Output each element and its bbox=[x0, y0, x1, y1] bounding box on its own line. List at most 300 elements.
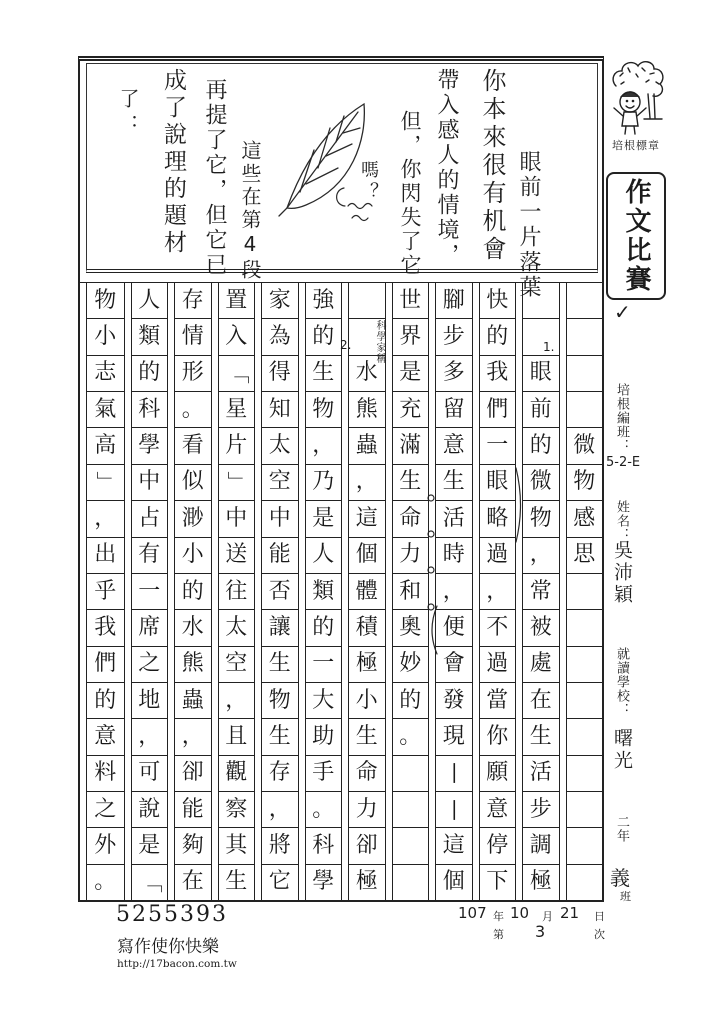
grid-cell bbox=[436, 719, 472, 755]
grid-cell bbox=[393, 719, 429, 755]
grid-gutter bbox=[168, 283, 175, 900]
grid-char: ， bbox=[312, 433, 335, 459]
grid-char: 水 bbox=[181, 614, 204, 640]
grid-cell bbox=[132, 283, 168, 319]
grid-cell bbox=[175, 319, 211, 355]
paragraph-mark: 2. bbox=[340, 338, 352, 352]
grid-cell bbox=[132, 756, 168, 792]
grid-char: 生 bbox=[355, 723, 378, 749]
grid-char: 空 bbox=[268, 469, 291, 495]
grid-cell bbox=[175, 610, 211, 646]
grid-cell bbox=[175, 428, 211, 464]
grid-char: 生 bbox=[529, 723, 552, 749]
grid-char: 你 bbox=[486, 723, 509, 749]
grid-char: 家 bbox=[268, 287, 291, 313]
date-day: 21 bbox=[560, 904, 580, 922]
grid-cell bbox=[306, 574, 342, 610]
grid-gutter bbox=[516, 283, 523, 900]
grid-cell bbox=[393, 356, 429, 392]
grid-char: 是 bbox=[399, 360, 422, 386]
grid-cell bbox=[219, 574, 255, 610]
grid-char: 為 bbox=[268, 324, 291, 350]
grid-cell bbox=[306, 428, 342, 464]
grid-cell bbox=[480, 283, 516, 319]
grid-char: 生 bbox=[312, 360, 335, 386]
teacher-comment-line: 這些在第4段 bbox=[238, 140, 262, 282]
grid-cell bbox=[393, 538, 429, 574]
grid-char: 太 bbox=[268, 433, 291, 459]
grid-cell bbox=[523, 647, 559, 683]
grid-column bbox=[254, 283, 298, 900]
grid-cell bbox=[306, 647, 342, 683]
grid-cell bbox=[306, 283, 342, 319]
grid-cell bbox=[132, 356, 168, 392]
grid-char: 中 bbox=[268, 505, 291, 531]
grid-char: 奧 bbox=[399, 614, 422, 640]
grid-column bbox=[80, 283, 124, 900]
grid-char: 學 bbox=[138, 433, 161, 459]
grid-char: 物 bbox=[268, 687, 291, 713]
grid-cell bbox=[436, 428, 472, 464]
grid-char: 有 bbox=[138, 542, 161, 568]
grid-column bbox=[298, 283, 342, 900]
grid-char: 的 bbox=[486, 324, 509, 350]
grid-char: 生 bbox=[399, 469, 422, 495]
grid-cell bbox=[219, 865, 255, 900]
grid-char: 腳 bbox=[442, 287, 465, 313]
count-prefix: 第 bbox=[493, 928, 504, 941]
grid-char: 小 bbox=[181, 542, 204, 568]
essay-grid bbox=[80, 282, 602, 900]
class-label: 培根編班： bbox=[614, 383, 629, 453]
grid-cell bbox=[393, 501, 429, 537]
grid-cell bbox=[436, 683, 472, 719]
teacher-comment-line: 成了說理的題材 bbox=[160, 68, 186, 257]
grid-cell bbox=[306, 719, 342, 755]
grid-cell bbox=[175, 719, 211, 755]
grid-cell bbox=[87, 756, 124, 792]
grid-char: 思 bbox=[573, 542, 596, 568]
grid-char: 可 bbox=[138, 760, 161, 786]
grid-char: 一 bbox=[312, 651, 335, 677]
grid-char: 人 bbox=[312, 542, 335, 568]
bacon-mascot-logo bbox=[608, 56, 668, 136]
grid-char: 太 bbox=[225, 614, 248, 640]
grid-char: 是 bbox=[138, 833, 161, 859]
grid-cell bbox=[523, 574, 559, 610]
grid-cell bbox=[436, 610, 472, 646]
grid-char: 乃 bbox=[312, 469, 335, 495]
grid-cell bbox=[262, 319, 298, 355]
grid-cell bbox=[393, 683, 429, 719]
grid-cell bbox=[436, 828, 472, 864]
grid-cell bbox=[567, 356, 603, 392]
grid-cell bbox=[175, 865, 211, 900]
grid-char: 活 bbox=[442, 505, 465, 531]
grid-cell bbox=[175, 392, 211, 428]
grid-char: 世 bbox=[399, 287, 422, 313]
grid-cell bbox=[349, 683, 385, 719]
grid-char: 席 bbox=[138, 614, 161, 640]
grid-cell bbox=[262, 683, 298, 719]
grid-char: 物 bbox=[312, 396, 335, 422]
grid-cell bbox=[262, 610, 298, 646]
grid-cell bbox=[567, 719, 603, 755]
grid-char: 極 bbox=[355, 869, 378, 895]
grid-cell bbox=[262, 574, 298, 610]
grid-cell bbox=[87, 865, 124, 900]
grid-char: — bbox=[441, 762, 467, 785]
grid-char: 下 bbox=[486, 869, 509, 895]
grid-cell bbox=[480, 465, 516, 501]
grid-char: 現 bbox=[442, 723, 465, 749]
grid-char: 乎 bbox=[94, 578, 117, 604]
grid-char: 命 bbox=[355, 760, 378, 786]
grid-cell bbox=[393, 828, 429, 864]
grid-char: 這 bbox=[355, 505, 378, 531]
date-year-unit: 年 bbox=[493, 910, 504, 923]
grid-cell bbox=[523, 501, 559, 537]
grid-cell bbox=[480, 683, 516, 719]
grid-char: 中 bbox=[138, 469, 161, 495]
grid-char: 學 bbox=[312, 869, 335, 895]
grid-cell bbox=[262, 538, 298, 574]
grid-char: 情 bbox=[181, 324, 204, 350]
grid-char: 和 bbox=[399, 578, 422, 604]
date-month-unit: 月 bbox=[542, 910, 553, 923]
teacher-comment-line: 但，你閃失了它 bbox=[398, 110, 422, 278]
grid-cell bbox=[436, 392, 472, 428]
teacher-comment-line: 再提了它，但它已 bbox=[202, 78, 227, 278]
grid-cell bbox=[523, 792, 559, 828]
grid-cell bbox=[132, 683, 168, 719]
grid-cell bbox=[567, 392, 603, 428]
grid-cell bbox=[480, 719, 516, 755]
grid-char: 願 bbox=[486, 760, 509, 786]
grid-char: 水 bbox=[355, 360, 378, 386]
grid-cell bbox=[306, 683, 342, 719]
grid-char: ， bbox=[268, 796, 291, 822]
grid-char: 夠 bbox=[181, 833, 204, 859]
grid-gutter bbox=[299, 283, 306, 900]
grid-char: 往 bbox=[225, 578, 248, 604]
grid-cell bbox=[132, 538, 168, 574]
grid-cell bbox=[219, 538, 255, 574]
grid-cell bbox=[523, 392, 559, 428]
grid-char: 是 bbox=[312, 505, 335, 531]
grid-cell bbox=[436, 647, 472, 683]
grid-char: 小 bbox=[94, 324, 117, 350]
grid-column bbox=[428, 283, 472, 900]
grid-cell bbox=[480, 865, 516, 900]
grid-cell bbox=[132, 719, 168, 755]
grid-char: 感 bbox=[573, 505, 596, 531]
grid-char: 的 bbox=[399, 687, 422, 713]
grid-char: 蟲 bbox=[355, 433, 378, 459]
grid-char: 。 bbox=[94, 869, 117, 895]
grid-char: 」 bbox=[224, 471, 250, 494]
name-label: 姓名： bbox=[614, 500, 629, 542]
grid-char: 界 bbox=[399, 324, 422, 350]
grid-char: 之 bbox=[138, 651, 161, 677]
grid-cell bbox=[132, 574, 168, 610]
grid-cell bbox=[523, 865, 559, 900]
grid-char: ， bbox=[442, 578, 465, 604]
grid-char: ， bbox=[138, 723, 161, 749]
grid-cell bbox=[523, 756, 559, 792]
grid-cell bbox=[349, 828, 385, 864]
grid-cell bbox=[393, 756, 429, 792]
grid-cell bbox=[219, 319, 255, 355]
grid-cell bbox=[349, 719, 385, 755]
grid-char: 。 bbox=[181, 396, 204, 422]
grid-cell bbox=[567, 538, 603, 574]
grid-cell bbox=[393, 428, 429, 464]
grid-gutter bbox=[80, 283, 87, 900]
grid-char: 觀 bbox=[225, 760, 248, 786]
grid-cell bbox=[393, 319, 429, 355]
grid-char: 意 bbox=[486, 796, 509, 822]
grid-char: 我 bbox=[94, 614, 117, 640]
date-month: 10 bbox=[510, 904, 530, 922]
class-value: 5-2-E bbox=[606, 455, 641, 470]
grid-cell bbox=[132, 319, 168, 355]
grid-char: 我 bbox=[486, 360, 509, 386]
grid-char: 「 bbox=[224, 362, 250, 385]
grid-cell bbox=[175, 683, 211, 719]
grid-cell bbox=[175, 283, 211, 319]
grid-char: 渺 bbox=[181, 505, 204, 531]
grid-char: 被 bbox=[529, 614, 552, 640]
grid-char: 其 bbox=[225, 833, 248, 859]
grid-char: 調 bbox=[529, 833, 552, 859]
grid-char: 活 bbox=[529, 760, 552, 786]
grid-char: 充 bbox=[399, 396, 422, 422]
grid-cell bbox=[480, 574, 516, 610]
grid-cell bbox=[349, 428, 385, 464]
grid-char: 積 bbox=[355, 614, 378, 640]
teacher-comment-line: 帶入感人的情境， bbox=[434, 68, 459, 268]
grid-cell bbox=[393, 865, 429, 900]
grid-char: 生 bbox=[268, 723, 291, 749]
paragraph-mark: 1. bbox=[543, 340, 555, 354]
grid-cell bbox=[480, 647, 516, 683]
grid-char: 料 bbox=[94, 760, 117, 786]
date-day-unit: 日 bbox=[594, 910, 605, 923]
grid-cell bbox=[219, 683, 255, 719]
grid-char: 處 bbox=[529, 651, 552, 677]
grid-cell bbox=[393, 792, 429, 828]
grid-cell bbox=[132, 792, 168, 828]
grid-cell bbox=[567, 683, 603, 719]
grid-char: 的 bbox=[138, 360, 161, 386]
grid-char: 這 bbox=[442, 833, 465, 859]
grid-char: 外 bbox=[94, 833, 117, 859]
grid-char: 助 bbox=[312, 723, 335, 749]
grid-cell bbox=[480, 828, 516, 864]
grid-char: 能 bbox=[268, 542, 291, 568]
grid-char: 出 bbox=[94, 542, 117, 568]
grid-cell bbox=[306, 538, 342, 574]
grid-char: 地 bbox=[138, 687, 161, 713]
check-mark: ✓ bbox=[614, 300, 631, 324]
grid-char: 不 bbox=[486, 614, 509, 640]
grid-char: 卻 bbox=[181, 760, 204, 786]
grid-cell bbox=[393, 647, 429, 683]
grid-cell bbox=[132, 428, 168, 464]
teacher-comment-line: 眼前一片落葉 bbox=[516, 150, 541, 300]
grid-cell bbox=[567, 610, 603, 646]
grid-cell bbox=[480, 392, 516, 428]
grid-char: 似 bbox=[181, 469, 204, 495]
contest-title-box bbox=[606, 172, 666, 300]
grid-char: 多 bbox=[442, 360, 465, 386]
grid-char: 的 bbox=[94, 687, 117, 713]
grid-char: 科 bbox=[138, 396, 161, 422]
grid-column bbox=[341, 283, 385, 900]
grid-cell bbox=[567, 574, 603, 610]
grid-char: 的 bbox=[312, 324, 335, 350]
grid-cell bbox=[480, 501, 516, 537]
grid-char: 高 bbox=[94, 433, 117, 459]
grid-cell bbox=[567, 465, 603, 501]
grid-cell bbox=[175, 465, 211, 501]
grid-cell bbox=[87, 683, 124, 719]
grid-cell bbox=[306, 610, 342, 646]
grid-char: 快 bbox=[486, 287, 509, 313]
grid-cell bbox=[523, 719, 559, 755]
grid-column bbox=[167, 283, 211, 900]
grid-cell bbox=[480, 538, 516, 574]
grid-cell bbox=[219, 465, 255, 501]
grid-char: 步 bbox=[442, 324, 465, 350]
grid-char: 步 bbox=[529, 796, 552, 822]
grid-cell bbox=[219, 792, 255, 828]
grid-cell bbox=[436, 465, 472, 501]
grid-cell bbox=[523, 428, 559, 464]
grid-cell bbox=[480, 356, 516, 392]
grid-char: 人 bbox=[138, 287, 161, 313]
grid-char: 類 bbox=[312, 578, 335, 604]
grid-cell bbox=[480, 319, 516, 355]
grid-char: ， bbox=[225, 687, 248, 713]
grid-cell bbox=[219, 719, 255, 755]
grid-char: 送 bbox=[225, 542, 248, 568]
grid-cell bbox=[393, 610, 429, 646]
grid-char: 得 bbox=[268, 360, 291, 386]
grid-char: 們 bbox=[486, 396, 509, 422]
grid-cell bbox=[306, 392, 342, 428]
grid-cell bbox=[523, 828, 559, 864]
grid-char: 片 bbox=[225, 433, 248, 459]
grid-char: 個 bbox=[355, 542, 378, 568]
grid-cell bbox=[306, 828, 342, 864]
grid-char: 存 bbox=[181, 287, 204, 313]
grid-cell bbox=[480, 792, 516, 828]
grid-cell bbox=[436, 356, 472, 392]
school-value: 曙光 bbox=[611, 728, 633, 772]
grid-char: 前 bbox=[529, 396, 552, 422]
grid-cell bbox=[349, 865, 385, 900]
grid-char: ， bbox=[486, 578, 509, 604]
grid-cell bbox=[262, 283, 298, 319]
grid-char: 命 bbox=[399, 505, 422, 531]
grid-cell bbox=[262, 428, 298, 464]
name-value: 吳沛穎 bbox=[611, 540, 633, 606]
grid-cell bbox=[87, 283, 124, 319]
grid-cell bbox=[523, 356, 559, 392]
grid-cell bbox=[480, 610, 516, 646]
grid-cell bbox=[87, 574, 124, 610]
grid-char: 滿 bbox=[399, 433, 422, 459]
grid-cell bbox=[219, 392, 255, 428]
grid-cell bbox=[87, 319, 124, 355]
grid-cell bbox=[87, 610, 124, 646]
grid-cell bbox=[349, 465, 385, 501]
grid-cell bbox=[175, 574, 211, 610]
grid-column bbox=[385, 283, 429, 900]
grid-char: 微 bbox=[573, 433, 596, 459]
grid-cell bbox=[262, 828, 298, 864]
grid-char: 星 bbox=[225, 396, 248, 422]
grid-cell bbox=[436, 865, 472, 900]
grid-char: 留 bbox=[442, 396, 465, 422]
grid-cell bbox=[349, 501, 385, 537]
grid-cell bbox=[436, 574, 472, 610]
grid-cell bbox=[132, 610, 168, 646]
grid-cell bbox=[567, 283, 603, 319]
grid-char: 發 bbox=[442, 687, 465, 713]
grid-cell bbox=[175, 356, 211, 392]
grid-char: 占 bbox=[138, 505, 161, 531]
grid-char: 空 bbox=[225, 651, 248, 677]
grid-char: 置 bbox=[225, 287, 248, 313]
grid-cell bbox=[87, 719, 124, 755]
grid-cell bbox=[262, 501, 298, 537]
grid-cell bbox=[349, 538, 385, 574]
grid-cell bbox=[132, 392, 168, 428]
grid-cell bbox=[567, 501, 603, 537]
grid-char: 過 bbox=[486, 542, 509, 568]
grid-cell bbox=[349, 756, 385, 792]
grid-cell bbox=[306, 865, 342, 900]
grid-char: ， bbox=[181, 723, 204, 749]
grid-cell bbox=[132, 647, 168, 683]
grid-cell bbox=[436, 756, 472, 792]
grid-char: 眼 bbox=[486, 469, 509, 495]
grid-char: 當 bbox=[486, 687, 509, 713]
grid-char: 能 bbox=[181, 796, 204, 822]
class-suffix: 班 bbox=[620, 890, 631, 903]
grid-char: 物 bbox=[94, 287, 117, 313]
grid-char: 之 bbox=[94, 796, 117, 822]
grid-char: 在 bbox=[529, 687, 552, 713]
grid-cell bbox=[175, 828, 211, 864]
grid-char: 大 bbox=[312, 687, 335, 713]
count-suffix: 次 bbox=[594, 928, 605, 941]
grid-cell bbox=[480, 428, 516, 464]
footer-url: http://17bacon.com.tw bbox=[117, 958, 237, 970]
class-name-value: 義 bbox=[610, 866, 630, 890]
grid-cell bbox=[523, 538, 559, 574]
grid-cell bbox=[87, 647, 124, 683]
grid-cell bbox=[306, 356, 342, 392]
grid-cell bbox=[523, 610, 559, 646]
grid-char: 常 bbox=[529, 578, 552, 604]
grid-cell bbox=[306, 465, 342, 501]
grid-cell bbox=[219, 828, 255, 864]
grid-char: 物 bbox=[529, 505, 552, 531]
